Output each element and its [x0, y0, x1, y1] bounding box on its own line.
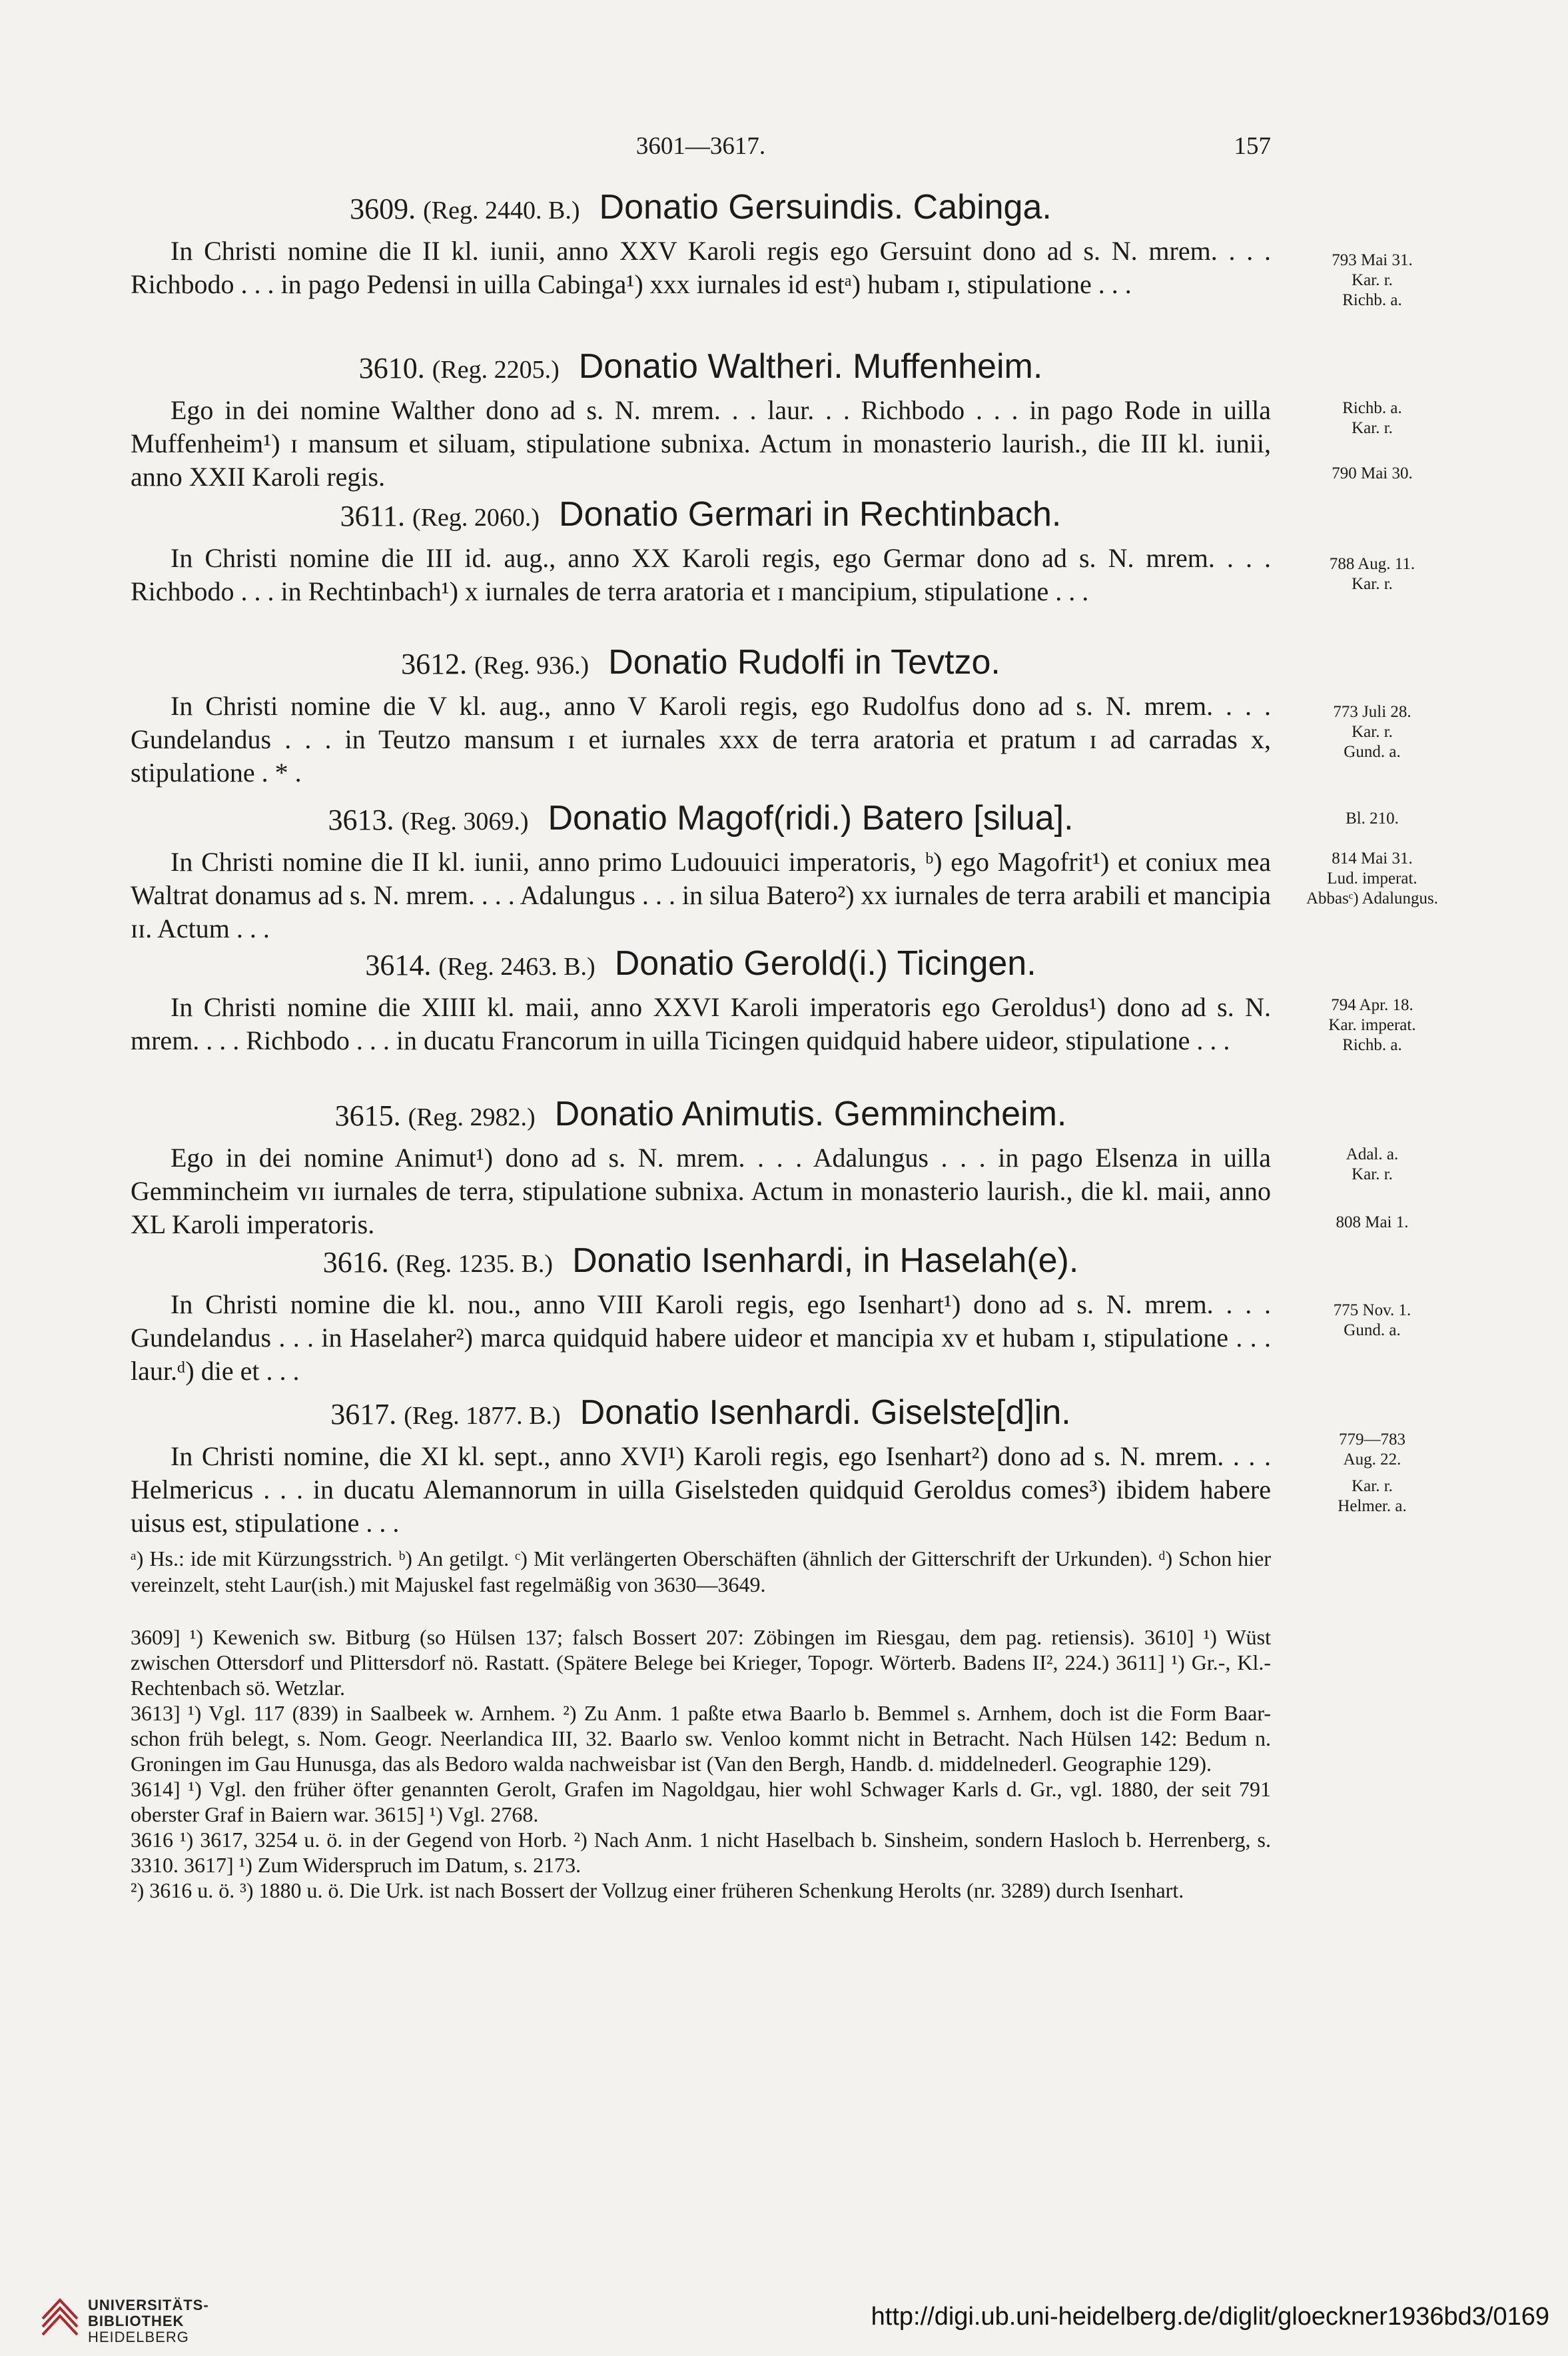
margin-ruler: Kar. imperat. [1328, 1016, 1416, 1034]
margin-ruler: Kar. r. [1352, 419, 1393, 437]
entry-name: Donatio Isenhardi, in Haselah(e). [572, 1241, 1079, 1280]
margin-note [1306, 995, 1439, 1055]
charter-entry [131, 189, 1271, 301]
margin-date: 808 Mai 1. [1336, 1213, 1409, 1231]
footnote: 3613] ¹) Vgl. 117 (839) in Saalbeek w. Arnhem. ²) Zu Anm. 1 paßte etwa Baarlo b. Bemmel s. Arnhem, doch ist die Form Baar- schon früh belegt, s. Nom. Geogr. Neerlandica III, 32. Baarlo sw. Venloo kommt nicht in Betracht. Nach Hülsen 142: Bedum n. Groningen im Gau Hunusga, das als Bedoro walda nachweisbar ist (Van den Bergh, Handb. d. middelnederl. Geographie 129). [131, 1701, 1271, 1776]
register-ref: (Reg. 2205.) [432, 356, 560, 384]
entry-title [131, 348, 1271, 388]
charter-entry [131, 1095, 1271, 1241]
margin-date: Aug. 22. [1343, 1451, 1401, 1469]
permalink-url[interactable]: http://digi.ub.uni-heidelberg.de/diglit/gloeckner1936bd3/0169 [871, 2303, 1549, 2331]
margin-date: 788 Aug. 11. [1329, 555, 1415, 573]
register-ref: (Reg. 1877. B.) [404, 1402, 561, 1430]
margin-date: 775 Nov. 1. [1333, 1301, 1411, 1319]
entry-number: 3611. [340, 500, 405, 532]
margin-date: 790 Mai 30. [1332, 464, 1413, 482]
margin-note [1306, 1145, 1439, 1233]
entry-name: Donatio Isenhardi. Giselste[d]in. [580, 1393, 1071, 1432]
entry-name: Donatio Gerold(i.) Ticingen. [614, 944, 1036, 983]
entry-title [131, 496, 1271, 536]
register-ref: (Reg. 2463. B.) [438, 953, 595, 981]
entry-text: In Christi nomine die II kl. iunii, anno primo Ludouuici imperatoris, ᵇ) ego Magofrit¹) et coniux mea Waltrat donamus ad s. N. mrem. . . . Adalungus . . . in silua Batero²) xx iurnales de terra arabili et mancipia ɪɪ. Actum . . . [131, 847, 1271, 943]
entry-number: 3614. [365, 949, 432, 981]
margin-date-range: 779—783 [1339, 1431, 1405, 1449]
entry-number: 3612. [401, 648, 468, 680]
entry-name: Donatio Animutis. Gemmincheim. [554, 1095, 1067, 1133]
entry-title [131, 800, 1271, 840]
margin-ruler: Kar. r. [1352, 575, 1393, 593]
margin-abbot: Helmer. a. [1338, 1497, 1407, 1515]
entry-number: 3616. [322, 1246, 389, 1279]
entry-name: Donatio Germari in Rechtinbach. [559, 495, 1062, 534]
register-ref: (Reg. 2060.) [412, 504, 540, 532]
margin-note [1306, 809, 1439, 909]
library-name-line: HEIDELBERG [88, 2329, 189, 2345]
entry-title [131, 1394, 1271, 1435]
page-range: 3601—3617. [635, 133, 766, 160]
entry-number: 3609. [350, 193, 416, 225]
library-name-line: BIBLIOTHEK [88, 2313, 185, 2329]
margin-abbot: Richb. a. [1342, 399, 1402, 417]
margin-abbot: Abbasᶜ) Adalungus. [1306, 889, 1439, 907]
entry-number: 3613. [328, 804, 394, 836]
charter-entry [131, 800, 1271, 945]
charter-entry [131, 945, 1271, 1057]
running-header [131, 132, 1271, 165]
library-name-line: UNIVERSITÄTS- [88, 2297, 209, 2313]
register-ref: (Reg. 2982.) [408, 1103, 536, 1131]
entry-name: Donatio Waltheri. Muffenheim. [578, 347, 1043, 386]
entry-text: In Christi nomine die II kl. iunii, anno XXV Karoli regis ego Gersuint dono ad s. N. mrem. . . . Richbodo . . . in pago Pedensi in uilla Cabinga¹) xxx iurnales id estᵃ) hubam ɪ, stipulatione . . . [131, 236, 1271, 299]
footnote: 3609] ¹) Kewenich sw. Bitburg (so Hülsen 137; falsch Bossert 207: Zöbingen im Riesgau, dem pag. retiensis). 3610] ¹) Wüst zwischen Ottersdorf und Plittersdorf nö. Rastatt. (Spätere Belege bei Krieger, Topogr. Wörterb. Badens II², 224.) 3611] ¹) Gr.-, Kl.-Rechtenbach sö. Wetzlar. [131, 1625, 1271, 1700]
entry-number: 3617. [330, 1398, 397, 1431]
margin-abbot: Gund. a. [1344, 1321, 1401, 1339]
entry-text: In Christi nomine die V kl. aug., anno V Karoli regis, ego Rudolfus dono ad s. N. mrem. . . . Gundelandus . . . in Teutzo mansum ɪ et iurnales xxx de terra aratoria et pratum ɪ ad carradas x, stipulatione . * . [131, 691, 1271, 788]
margin-abbot: Richb. a. [1342, 291, 1402, 309]
margin-note [1306, 702, 1439, 762]
footnote: ²) 3616 u. ö. ³) 1880 u. ö. Die Urk. ist nach Bossert der Vollzug einer früheren Schenkung Herolts (nr. 3289) durch Isenhart. [131, 1878, 1184, 1902]
footnote: 3616 ¹) 3617, 3254 u. ö. in der Gegend von Horb. ²) Nach Anm. 1 nicht Haselbach b. Sinsheim, sondern Hasloch b. Herrenberg, s. 3310. 3617] ¹) Zum Widerspruch im Datum, s. 2173. [131, 1828, 1271, 1877]
margin-abbot: Richb. a. [1342, 1036, 1402, 1054]
margin-ruler: Kar. r. [1352, 271, 1393, 289]
entry-title [131, 945, 1271, 985]
charter-entry [131, 1242, 1271, 1388]
charter-entry [131, 644, 1271, 790]
charter-entry [131, 1394, 1271, 1540]
margin-ruler: Kar. r. [1352, 1165, 1393, 1183]
margin-note [1306, 1430, 1439, 1516]
charter-entry [131, 496, 1271, 608]
margin-note [1306, 398, 1439, 484]
margin-abbot: Gund. a. [1344, 743, 1401, 761]
entry-text: In Christi nomine die III id. aug., anno XX Karoli regis, ego Germar dono ad s. N. mrem. . . . Richbodo . . . in Rechtinbach¹) x iurnales de terra aratoria et ɪ mancipium, stipulatione . . . [131, 543, 1271, 606]
entry-title [131, 644, 1271, 684]
margin-abbot: Adal. a. [1346, 1145, 1399, 1163]
margin-note [1306, 1301, 1439, 1341]
entry-text: Ego in dei nomine Walther dono ad s. N. mrem. . . laur. . . Richbodo . . . in pago Rode in uilla Muffenheim¹) ɪ mansum et siluam, stipulatione subnixa. Actum in monasterio laurish., die III kl. iunii, anno XXII Karoli regis. [131, 395, 1271, 492]
charter-entry [131, 348, 1271, 494]
margin-date: 793 Mai 31. [1332, 251, 1413, 269]
entry-text: Ego in dei nomine Animut¹) dono ad s. N. mrem. . . . Adalungus . . . in pago Elsenza in uilla Gemmincheim vɪɪ iurnales de terra, stipulatione subnixa. Actum in monasterio laurish., die kl. maii, anno XL Karoli imperatoris. [131, 1143, 1271, 1239]
entry-number: 3610. [358, 352, 425, 384]
entry-title [131, 1242, 1271, 1283]
textual-notes-text: ᵃ) Hs.: ide mit Kürzungsstrich. ᵇ) An getilgt. ᶜ) Mit verlängerten Oberschäften (ähnlich der Gitterschrift der Urkunden). ᵈ) Schon hier vereinzelt, steht Laur(ish.) mit Majuskel fast regelmäßig von 3630—3649. [131, 1546, 1271, 1596]
margin-date: 773 Juli 28. [1333, 703, 1411, 721]
margin-ruler: Lud. imperat. [1327, 870, 1417, 887]
footnote: 3614] ¹) Vgl. den früher öfter genannten Gerolt, Grafen im Nagoldgau, hier wohl Schwager Karls d. Gr., vgl. 1880, der seit 791 oberster Graf in Baiern war. 3615] ¹) Vgl. 2768. [131, 1777, 1271, 1826]
margin-date: 794 Apr. 18. [1331, 996, 1413, 1014]
margin-sheet: Bl. 210. [1346, 810, 1399, 828]
register-ref: (Reg. 2440. B.) [423, 197, 580, 225]
register-ref: (Reg. 936.) [474, 652, 589, 680]
entry-name: Donatio Magof(ridi.) Batero [silua]. [548, 799, 1074, 838]
margin-ruler: Kar. r. [1352, 723, 1393, 741]
margin-note [1306, 554, 1439, 594]
entry-title [131, 189, 1271, 229]
margin-note [1306, 251, 1439, 310]
library-logo-icon [39, 2292, 81, 2343]
page-number: 157 [1234, 133, 1271, 160]
library-name [88, 2297, 209, 2345]
entry-name: Donatio Gersuindis. Cabinga. [599, 188, 1052, 227]
register-ref: (Reg. 3069.) [401, 808, 529, 836]
entry-name: Donatio Rudolfi in Tevtzo. [608, 643, 1000, 682]
footnotes [131, 1624, 1271, 1903]
margin-date: 814 Mai 31. [1332, 850, 1413, 868]
margin-ruler: Kar. r. [1352, 1477, 1393, 1495]
textual-notes [131, 1546, 1271, 1598]
entry-title [131, 1095, 1271, 1136]
entry-text: In Christi nomine, die XI kl. sept., anno XVI¹) Karoli regis, ego Isenhart²) dono ad s. N. mrem. . . . Helmericus . . . in ducatu Alemannorum in uilla Giselsteden quidquid Geroldus comes³) ibidem habere uisus est, stipulatione . . . [131, 1441, 1271, 1538]
register-ref: (Reg. 1235. B.) [396, 1250, 554, 1278]
entry-text: In Christi nomine die kl. nou., anno VIII Karoli regis, ego Isenhart¹) dono ad s. N. mrem. . . . Gundelandus . . . in Haselaher²) marca quidquid habere uideor et mancipia xv et hubam ɪ, stipulatione . . . laur.ᵈ) die et . . . [131, 1289, 1271, 1386]
footer-bar [0, 2277, 1568, 2356]
entry-text: In Christi nomine die XIIII kl. maii, anno XXVI Karoli imperatoris ego Geroldus¹) dono ad s. N. mrem. . . . Richbodo . . . in ducatu Francorum in uilla Ticingen quidquid habere uideor, stipulatione . . . [131, 992, 1271, 1055]
entry-number: 3615. [334, 1099, 401, 1132]
